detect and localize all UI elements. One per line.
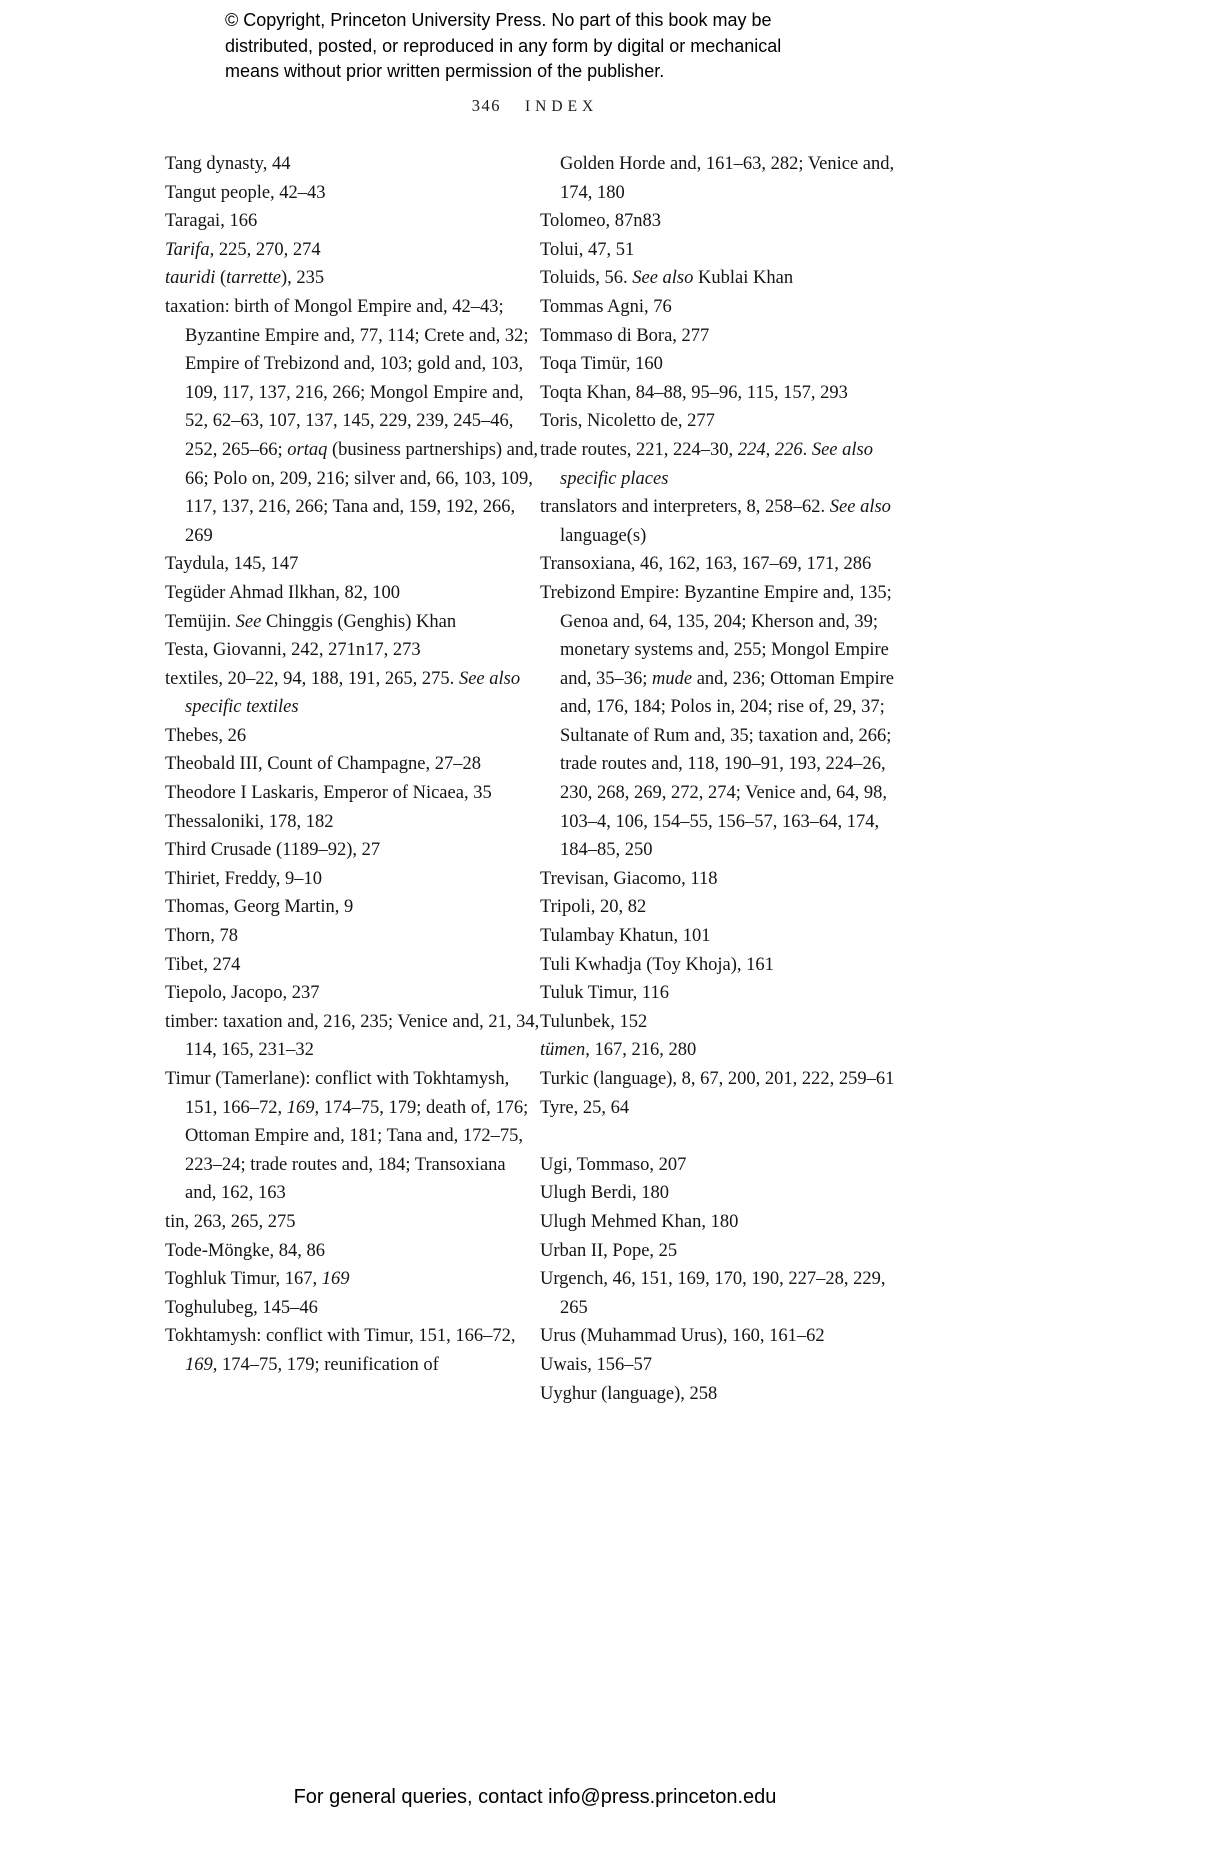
- index-entry: Uwais, 156–57: [540, 1354, 653, 1375]
- copyright-notice: © Copyright, Princeton University Press. No part of this book may be distributed, posted, or reproduced in any form by digital or mechanical means without prior written permission of the publisher.: [225, 10, 782, 81]
- index-entry: Toluids, 56. See also Kublai Khan: [540, 268, 794, 289]
- index-entry: Trevisan, Giacomo, 118: [540, 868, 718, 889]
- index-entry: Golden Horde and, 161–63, 282; Venice and, 174, 180: [560, 154, 895, 203]
- index-entry: Taragai, 166: [165, 211, 258, 232]
- index-entry: Ugi, Tommaso, 207: [540, 1154, 687, 1175]
- page-number: 346: [471, 96, 502, 115]
- index-entry: Tommas Agni, 76: [540, 296, 672, 317]
- index-entry: Turkic (language), 8, 67, 200, 201, 222, 259–61: [540, 1069, 895, 1089]
- index-entry: Tang dynasty, 44: [165, 154, 291, 174]
- index-entry: Thebes, 26: [165, 725, 247, 746]
- index-entry: Toris, Nicoletto de, 277: [540, 411, 715, 432]
- index-entry: Uyghur (language), 258: [540, 1383, 718, 1404]
- index-entry: taxation: birth of Mongol Empire and, 42–43; Byzantine Empire and, 77, 114; Crete and, 32; Empire of Trebizond and, 103; gold and, 103, 109, 117, 137, 216, 266; Mongol Empire and, 52, 62–63, 107, 137, 145, 229, 239, 245–46, 252, 265–66; ortaq (business partnerships) and, 66; Polo on, 209, 216; silver and, 66, 103, 109, 117, 137, 216, 266; Tana and, 159, 192, 266, 269: [165, 296, 539, 546]
- index-column-left: [165, 150, 540, 1380]
- index-entry: trade routes, 221, 224–30, 224, 226. See also specific places: [540, 439, 873, 489]
- index-entry: Tyre, 25, 64: [540, 1097, 630, 1118]
- footer-contact: For general queries, contact info@press.princeton.edu: [293, 1786, 777, 1808]
- index-entry: Toghluk Timur, 167, 169: [165, 1269, 350, 1290]
- index-entry: tümen, 167, 216, 280: [540, 1040, 697, 1061]
- index-entry: tin, 263, 265, 275: [165, 1211, 296, 1232]
- index-entry: Testa, Giovanni, 242, 271n17, 273: [165, 640, 421, 661]
- index-entry: Third Crusade (1189–92), 27: [165, 840, 381, 861]
- index-entry: Urus (Muhammad Urus), 160, 161–62: [540, 1326, 825, 1347]
- index-entry: Tuluk Timur, 116: [540, 983, 669, 1004]
- index-entry: Timur (Tamerlane): conflict with Tokhtamysh, 151, 166–72, 169, 174–75, 179; death of, 176; Ottoman Empire and, 181; Tana and, 172–75, 223–24; trade routes and, 184; Transoxiana and, 162, 163: [165, 1069, 529, 1204]
- index-entry: Tiepolo, Jacopo, 237: [165, 983, 320, 1004]
- index-entry: Tuli Kwhadja (Toy Khoja), 161: [540, 954, 774, 975]
- index-entry: Toqa Timür, 160: [540, 354, 663, 375]
- index-entry: textiles, 20–22, 94, 188, 191, 265, 275. See also specific textiles: [165, 668, 521, 718]
- index-entry: Thomas, Georg Martin, 9: [165, 897, 354, 918]
- index-entry: Ulugh Berdi, 180: [540, 1183, 669, 1204]
- index-entry: Tangut people, 42–43: [165, 182, 326, 203]
- index-entry: Tokhtamysh: conflict with Timur, 151, 166–72, 169, 174–75, 179; reunification of: [165, 1326, 516, 1375]
- index-entry: translators and interpreters, 8, 258–62. See also language(s): [540, 497, 891, 546]
- index-entry: Tibet, 274: [165, 954, 241, 975]
- index-entry: Thiriet, Freddy, 9–10: [165, 868, 323, 889]
- index-entry: Theodore I Laskaris, Emperor of Nicaea, 35: [165, 783, 492, 804]
- index-entry: Trebizond Empire: Byzantine Empire and, 135; Genoa and, 64, 135, 204; Kherson and, 39; monetary systems and, 255; Mongol Empire and, 35–36; mude and, 236; Ottoman Empire and, 176, 184; Polos in, 204; rise of, 29, 37; Sultanate of Rum and, 35; taxation and, 266; trade routes and, 118, 190–91, 193, 224–26, 230, 268, 269, 272, 274; Venice and, 64, 98, 103–4, 106, 154–55, 156–57, 163–64, 174, 184–85, 250: [540, 582, 894, 861]
- index-entry: Taydula, 145, 147: [165, 554, 299, 575]
- index-entry: timber: taxation and, 216, 235; Venice and, 21, 34, 114, 165, 231–32: [165, 1011, 540, 1061]
- index-entry: Tulambay Khatun, 101: [540, 926, 711, 947]
- index-entry: Toqta Khan, 84–88, 95–96, 115, 157, 293: [540, 382, 848, 403]
- index-entry: Urban II, Pope, 25: [540, 1240, 678, 1261]
- index-entry: Tolomeo, 87n83: [540, 211, 661, 232]
- index-entry: Transoxiana, 46, 162, 163, 167–69, 171, 286: [540, 554, 872, 575]
- index-entry: Tulunbek, 152: [540, 1011, 648, 1032]
- index-entry: Tode-Möngke, 84, 86: [165, 1240, 326, 1261]
- index-entry: Tolui, 47, 51: [540, 239, 635, 260]
- index-entry: Thorn, 78: [165, 926, 238, 947]
- index-entry: Tripoli, 20, 82: [540, 897, 647, 918]
- index-entry: Theobald III, Count of Champagne, 27–28: [165, 754, 481, 775]
- index-entry: Urgench, 46, 151, 169, 170, 190, 227–28, 229, 265: [540, 1269, 886, 1318]
- index-entry: Thessaloniki, 178, 182: [165, 811, 334, 832]
- index-entry: Temüjin. See Chinggis (Genghis) Khan: [165, 611, 457, 632]
- index-entry: Toghulubeg, 145–46: [165, 1297, 318, 1318]
- index-entry: Tegüder Ahmad Ilkhan, 82, 100: [165, 582, 401, 603]
- index-column-right: [540, 150, 915, 1408]
- index-entry: tauridi (tarrette), 235: [165, 268, 325, 289]
- index-title: INDEX: [525, 98, 599, 115]
- index-entry: Tarifa, 225, 270, 274: [165, 239, 321, 260]
- index-entry: Ulugh Mehmed Khan, 180: [540, 1211, 739, 1232]
- page-header: [165, 96, 905, 116]
- index-entry: Tommaso di Bora, 277: [540, 325, 710, 346]
